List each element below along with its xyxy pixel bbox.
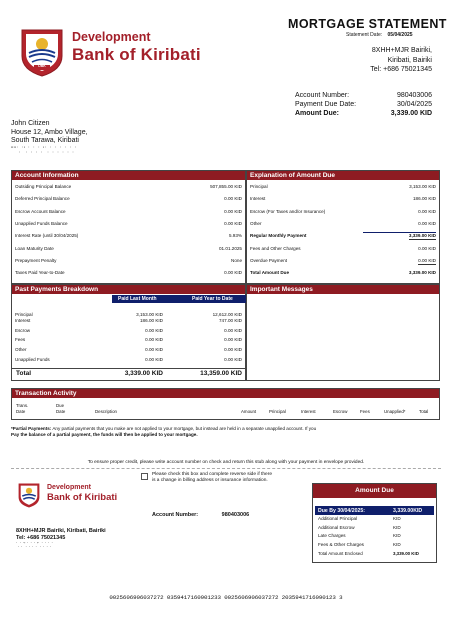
- stub-amount-value: KID: [393, 524, 401, 530]
- account-info-label: Deferred Principal Balance: [15, 196, 70, 202]
- account-info-value: 0.00 KID: [224, 196, 242, 202]
- past-payments-box: [11, 284, 246, 381]
- messages-box: [246, 284, 440, 381]
- stub-amount-label: Late Charges: [318, 533, 346, 539]
- account-info-row: [12, 209, 245, 215]
- past-payment-row: [12, 337, 245, 343]
- bank-name-line2: Bank of Kiribati: [72, 45, 201, 64]
- col-amount: Amount: [241, 408, 257, 414]
- explanation-row: [247, 209, 439, 215]
- stub-total-row: [315, 551, 434, 558]
- logo-text: DBK: [38, 64, 46, 68]
- customer-barcode: ""ˈˌˈ'ˌˈˌˈˌˈˌ'ˈˌˈˌˈˌˈˌˈˌˈˌˈ: [11, 146, 78, 153]
- due-date-label: Payment Due Date:: [295, 101, 357, 108]
- explanation-row: [247, 184, 439, 190]
- stub-address: [16, 528, 106, 549]
- past-payment-row: [12, 328, 245, 334]
- account-info-row: [12, 270, 245, 276]
- stub-amount-value: KID: [393, 533, 401, 539]
- explanation-box: [246, 170, 440, 284]
- bank-address: [370, 46, 432, 75]
- bank-name-line1: Development: [72, 30, 151, 44]
- seal-icon: [17, 26, 67, 78]
- past-payment-ytd: 0.00 KID: [224, 357, 242, 362]
- stub-amount-value: KID: [393, 516, 401, 521]
- explanation-label: Interest: [250, 196, 266, 202]
- stub-account-number: 980403006: [221, 512, 250, 518]
- past-payment-row: [12, 318, 245, 324]
- customer-name: John Citizen: [11, 120, 50, 127]
- explanation-divider: [363, 232, 436, 233]
- stub-bank-name-line1: Development: [47, 484, 91, 491]
- statement-date-value: 05/04/2025: [387, 32, 413, 38]
- col-unapplied: Unapplied*: [384, 408, 406, 414]
- past-payment-ytd: 0.00 KID: [224, 328, 242, 333]
- past-payments-header: Past Payments Breakdown: [12, 285, 245, 294]
- account-info-label: Loan Maturity Date: [15, 245, 54, 251]
- stub-amount-due-header: Amount Due: [313, 484, 436, 498]
- explanation-row: [247, 258, 439, 264]
- past-payment-last: 0.00 KID: [145, 328, 163, 333]
- account-info-label: Outsiding Principal Balance: [15, 184, 72, 189]
- explanation-value: 0.00 KID: [418, 257, 436, 263]
- past-payments-col-header: [112, 295, 246, 303]
- stub-amount-row: [315, 542, 434, 548]
- explanation-label: Total Amount Due: [250, 270, 290, 276]
- account-info-row: [12, 221, 245, 227]
- col-total: Total: [419, 408, 429, 414]
- stub-account: [152, 512, 249, 518]
- due-date-value: 30/04/2025: [396, 101, 432, 108]
- partial-note-line2: Pay the balance of a partial payment, the funds will then be applied to your mortgage.: [11, 432, 198, 437]
- stub-amount-label: Additional Escrow: [318, 524, 355, 530]
- partial-payments-note: [11, 426, 441, 438]
- explanation-value: 0.00 KID: [418, 220, 436, 226]
- past-payment-last: 0.00 KID: [145, 357, 163, 362]
- explanation-label: Principal: [250, 184, 268, 189]
- page-title: MORTGAGE STATEMENT: [288, 17, 447, 31]
- past-payment-label: Escrow: [15, 328, 31, 333]
- past-payment-last: 0.00 KID: [145, 337, 163, 342]
- explanation-label: Regular Monthly Payment: [250, 233, 307, 239]
- explanation-row: [247, 221, 439, 227]
- account-number-value: 980403006: [396, 92, 432, 99]
- account-info-value: 507,855.00 KID: [210, 184, 242, 189]
- account-info-value: 0.00 KID: [224, 270, 242, 276]
- stub-barcode: ˈˌˈˌˈ'ˌˈˌˈˌˈˌ'ˈˌˈˌˈˌˈˌˈ: [16, 542, 53, 548]
- explanation-value: 186.00 KID: [413, 196, 436, 202]
- customer-address-line1: House 12, Ambo Village,: [11, 128, 88, 136]
- col-paid-last-month: Paid Last Month: [118, 296, 157, 302]
- past-payment-label: Fees: [15, 337, 26, 342]
- past-payment-ytd: 12,612.00 KID: [212, 312, 242, 317]
- col-escrow: Escrow: [333, 408, 348, 414]
- past-payment-label: Other: [15, 347, 27, 352]
- col-trans-date: Trans. Date: [16, 403, 29, 414]
- col-interest: Interest: [301, 408, 316, 414]
- past-payments-total: [12, 368, 245, 377]
- past-payment-last: 0.00 KID: [145, 347, 163, 352]
- bank-logo: [17, 26, 67, 78]
- stub-due-by-row: [315, 506, 434, 515]
- col-fees: Fees: [360, 408, 370, 414]
- explanation-label: Escrow (For Taxes and/or Insurance): [250, 208, 326, 214]
- customer-address: [11, 120, 88, 154]
- account-info-label: Prepayment Penalty: [15, 257, 57, 263]
- stub-bank-logo: [16, 481, 42, 509]
- statement-date-label: Statement Date:: [346, 32, 383, 38]
- col-principal: Principal: [269, 408, 286, 414]
- stub-amount-row: [315, 533, 434, 539]
- explanation-row: [247, 196, 439, 202]
- account-info-value: 0.00 KID: [224, 208, 242, 214]
- past-total-ytd: 13,359.00 KID: [200, 370, 242, 377]
- past-payment-last: 186.00 KID: [140, 317, 163, 323]
- stub-total-label: Total Amount Enclosed: [318, 551, 363, 556]
- transactions-header: Transaction Activity: [12, 389, 439, 398]
- col-paid-ytd: Paid Year to Date: [192, 296, 233, 302]
- partial-note-line1: Any partial payments that you make are not applied to your mortgage, but instead are held in a separate unapplied account. If you: [51, 426, 317, 431]
- account-info-box: [11, 170, 246, 284]
- account-number-label: Account Number:: [295, 92, 350, 99]
- amount-due-value: 3,339.00 KID: [390, 110, 432, 117]
- col-due-date: Due Date: [56, 403, 66, 414]
- stub-amount-due-box: [312, 483, 437, 563]
- stub-total-value: 3,339.00 KID: [393, 551, 419, 556]
- past-payment-row: [12, 347, 245, 353]
- account-info-header: Account Information: [12, 171, 245, 180]
- stub-due-by-value: 3,339.00KID: [393, 507, 423, 514]
- account-info-label: Escrow Account Balance: [15, 208, 66, 214]
- stub-phone: Tel: +686 75021345: [16, 535, 66, 541]
- past-payment-label: Unapplied Funds: [15, 357, 50, 362]
- stub-divider: [11, 468, 441, 469]
- messages-header: Important Messages: [247, 285, 439, 294]
- explanation-value: 3,153.00 KID: [409, 184, 436, 189]
- account-info-row: [12, 258, 245, 264]
- past-payment-ytd: 0.00 KID: [224, 347, 242, 352]
- bank-phone: Tel: +686 75021345: [370, 66, 432, 73]
- past-payment-ytd: 0.00 KID: [224, 337, 242, 342]
- account-summary: [295, 91, 432, 118]
- past-total-label: Total: [16, 370, 32, 377]
- transactions-columns: [12, 403, 439, 417]
- stub-bank-name-line2: Bank of Kiribati: [47, 492, 118, 503]
- stub-amount-label: Fees & Other Charges: [318, 541, 364, 547]
- explanation-value: 3,339.00 KID: [408, 270, 436, 276]
- bank-address-line1: 8XHH+MJR Bairiki,: [371, 47, 432, 54]
- stub-instruction: To ensure proper credit, please write account number on check and return this stub along with your payment in envelope provided.: [87, 460, 365, 465]
- amount-due-label: Amount Due:: [295, 110, 339, 117]
- explanation-value: 0.00 KID: [418, 208, 436, 214]
- transactions-box: [11, 388, 440, 420]
- account-info-label: Taxes Paid Year-to-Date: [15, 270, 65, 276]
- stub-account-label: Account Number:: [152, 512, 199, 518]
- past-payment-last: 3,153.00 KID: [136, 312, 163, 317]
- explanation-row: [247, 270, 439, 276]
- past-total-last: 3,339.00 KID: [124, 370, 163, 377]
- past-payment-ytd: 747.00 KID: [219, 317, 242, 323]
- explanation-value: 0.00 KID: [418, 245, 436, 251]
- partial-note-bold: *Partial Payments:: [11, 426, 52, 431]
- stub-address-line1: 8XHH+MJR Bairiki, Kiribati, Bairiki: [16, 528, 106, 534]
- col-description: Description: [95, 408, 117, 414]
- stub-amount-label: Additional Principal: [318, 516, 358, 521]
- account-info-row: [12, 184, 245, 190]
- explanation-label: Overdue Payment: [250, 257, 288, 263]
- customer-address-line2: South Tarawa, Kiribati: [11, 137, 79, 144]
- stub-amount-value: KID: [393, 541, 401, 547]
- account-info-value: 01.01.2025: [219, 245, 242, 251]
- address-change-checkbox[interactable]: [141, 473, 148, 480]
- stub-check-note: Please check this box and complete reverse side if there is a change in billing address or insurance information.: [152, 472, 272, 483]
- seal-icon: [16, 481, 42, 509]
- stub-amount-row: [315, 525, 434, 531]
- stub-due-by-label: Due By 30/04/2025:: [318, 507, 366, 514]
- statement-date: [346, 32, 413, 38]
- micr-line: 0025606906037272 0359417160901233 0025606906037272 2035941716090123 3: [109, 594, 343, 601]
- explanation-value: 3,339.00 KID: [408, 233, 436, 239]
- account-info-row: [12, 196, 245, 202]
- bank-address-line2: Kiribati, Bairiki: [387, 56, 432, 64]
- explanation-header: Explanation of Amount Due: [247, 171, 439, 180]
- account-info-row: [12, 233, 245, 239]
- account-info-value: None: [231, 257, 242, 263]
- account-info-value: 5.93%: [228, 233, 242, 239]
- past-payment-row: [12, 357, 245, 363]
- explanation-row: [247, 233, 439, 239]
- explanation-row: [247, 246, 439, 252]
- past-payment-label: Interest: [15, 317, 31, 323]
- account-info-row: [12, 246, 245, 252]
- explanation-label: Other: [250, 220, 262, 226]
- past-payment-label: Principal: [15, 312, 33, 317]
- account-info-value: 0.00 KID: [224, 220, 242, 226]
- account-info-label: Unapplied Funds Balance: [15, 220, 68, 226]
- explanation-label: Fees and Other Charges: [250, 245, 301, 251]
- stub-amount-row: [315, 516, 434, 522]
- account-info-label: Interest Rate (until 30/04/2025): [15, 233, 79, 239]
